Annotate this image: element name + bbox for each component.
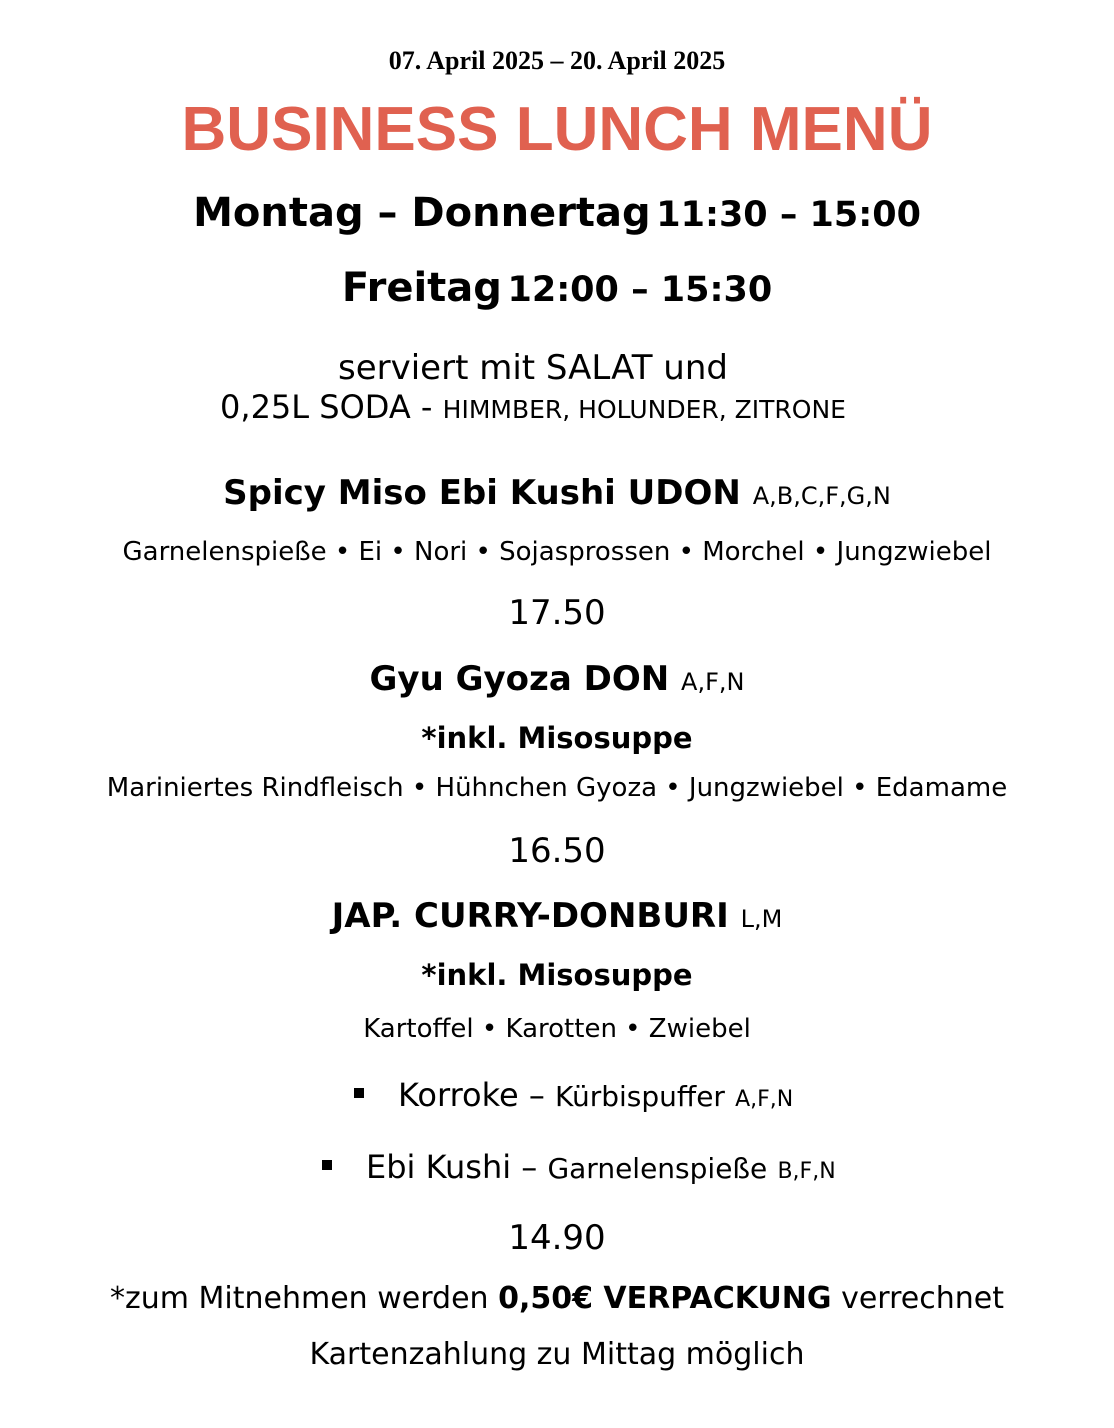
option-allergens: A,F,N (735, 1087, 794, 1112)
option-desc: Kürbispuffer (555, 1080, 725, 1113)
takeaway-fee: 0,50€ VERPACKUNG (498, 1281, 832, 1316)
takeaway-note (0, 1281, 1114, 1316)
hours-time: 12:00 – 15:30 (507, 270, 773, 310)
card-payment-note: Kartenzahlung zu Mittag möglich (309, 1337, 805, 1372)
dish-allergens: A,B,C,F,G,N (752, 482, 891, 510)
dish-price: 16.50 (508, 831, 606, 871)
dish-price: 17.50 (508, 593, 606, 633)
square-bullet-icon (354, 1088, 364, 1098)
dish-allergens: A,F,N (681, 668, 745, 696)
dish-note: *inkl. Misosuppe (421, 721, 693, 755)
hours-mon-thu (0, 190, 1114, 236)
dish-name: Spicy Miso Ebi Kushi UDON (223, 473, 741, 513)
dish-name: Gyu Gyoza DON (369, 659, 670, 699)
dish-title (0, 473, 1114, 513)
option-dash: – (521, 1148, 538, 1186)
option-desc: Garnelenspieße (547, 1152, 768, 1185)
dish-ingredients: Kartoffel • Karotten • Zwiebel (363, 1014, 751, 1044)
option-dash: – (528, 1076, 545, 1114)
dish-title (0, 659, 1114, 699)
served-soda-flavors: HIMMBER, HOLUNDER, ZITRONE (442, 395, 846, 424)
hours-days: Freitag (341, 265, 502, 311)
date-range: 07. April 2025 – 20. April 2025 (388, 46, 726, 75)
list-item (322, 1148, 836, 1186)
served-with-line2 (0, 388, 1066, 426)
option-name: Korroke (398, 1076, 519, 1114)
dish-allergens: L,M (740, 905, 783, 933)
option-name: Ebi Kushi (366, 1148, 512, 1186)
dish-title (0, 896, 1114, 936)
takeaway-suffix: verrechnet (841, 1281, 1004, 1316)
served-with-line1: serviert mit SALAT und (338, 348, 728, 388)
dish-ingredients: Mariniertes Rindfleisch • Hühnchen Gyoza • Jungzwiebel • Edamame (106, 773, 1008, 803)
list-item (354, 1076, 793, 1114)
option-allergens: B,F,N (777, 1159, 836, 1184)
dish-name: JAP. CURRY-DONBURI (331, 896, 729, 936)
hours-fri (0, 265, 1114, 311)
hours-days: Montag – Donnertag (193, 190, 651, 236)
dish-note: *inkl. Misosuppe (421, 958, 693, 992)
dish-price: 14.90 (508, 1218, 606, 1258)
takeaway-prefix: *zum Mitnehmen werden (110, 1281, 489, 1316)
hours-time: 11:30 – 15:00 (656, 195, 921, 235)
dish-ingredients: Garnelenspieße • Ei • Nori • Sojasprossen • Morchel • Jungzwiebel (122, 537, 992, 567)
served-soda: 0,25L SODA - (220, 388, 433, 426)
page-title: BUSINESS LUNCH MENÜ (181, 95, 933, 164)
square-bullet-icon (322, 1160, 332, 1170)
